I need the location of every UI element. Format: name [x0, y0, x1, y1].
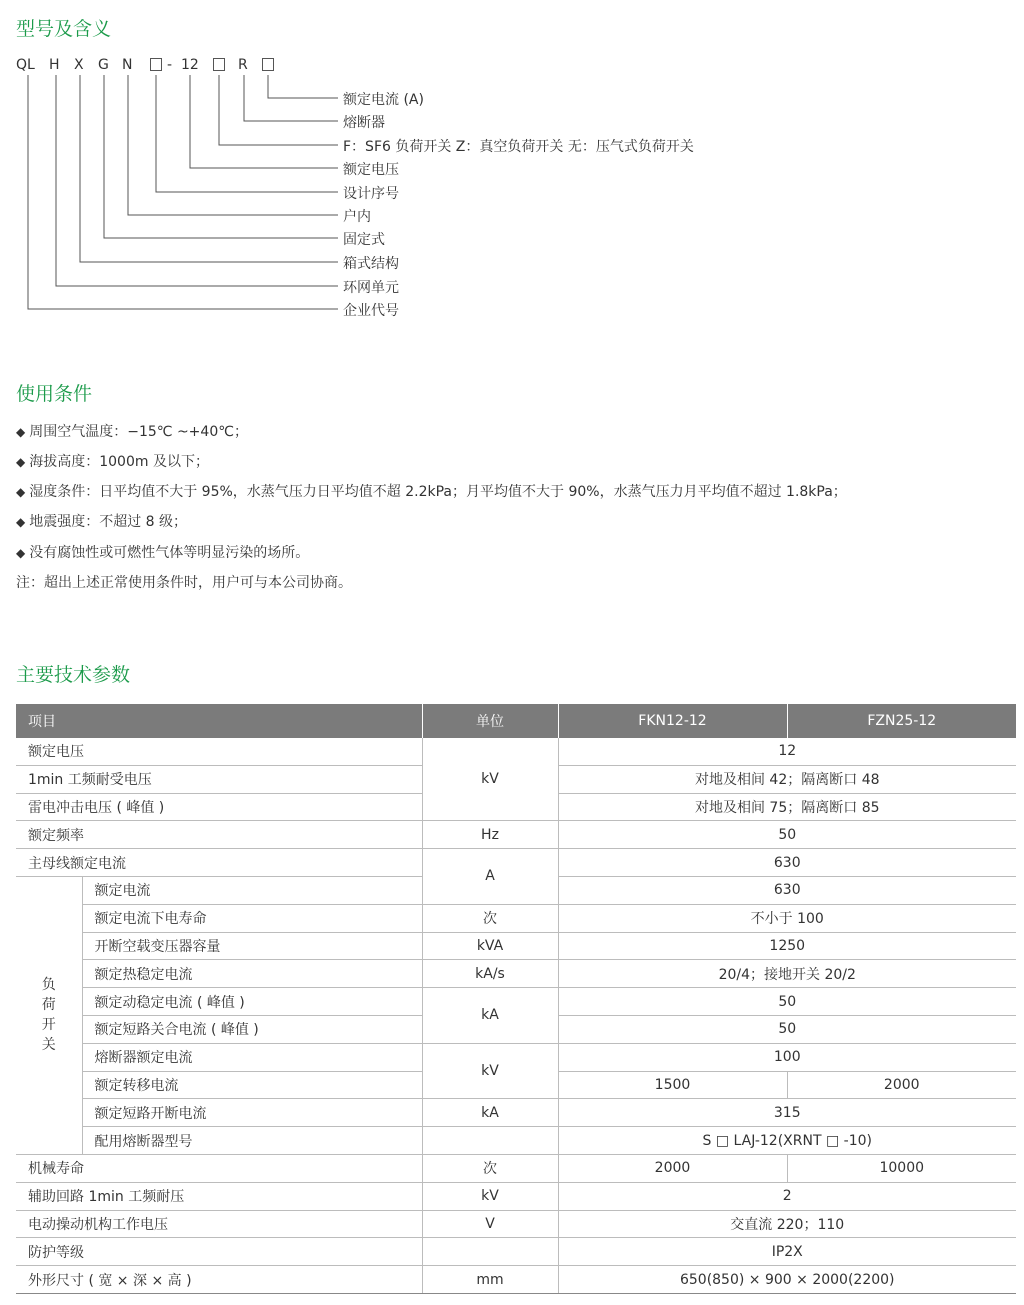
- legend-company-code: 企业代号: [343, 303, 399, 319]
- table-row: 额定短路开断电流 kA 315: [16, 1099, 1016, 1127]
- diamond-bullet-icon: ◆: [16, 485, 26, 499]
- table-row: 电动操动机构工作电压 V 交直流 220；110: [16, 1210, 1016, 1238]
- params-section-title: 主要技术参数: [16, 664, 131, 686]
- legend-indoor: 户内: [343, 209, 371, 225]
- legend-rated-voltage: 额定电压: [343, 162, 399, 178]
- table-row: 熔断器额定电流 kV 100: [16, 1043, 1016, 1071]
- table-row: 额定电压 kV 12: [16, 738, 1016, 765]
- table-row: 配用熔断器型号 S □ LAJ-12(XRNT □ -10): [16, 1127, 1016, 1155]
- header-item: 项目: [16, 704, 422, 738]
- condition-note: 注：超出上述正常使用条件时，用户可与本公司协商。: [16, 575, 352, 591]
- usage-section-title: 使用条件: [16, 383, 93, 405]
- table-row: 辅助回路 1min 工频耐压 kV 2: [16, 1182, 1016, 1210]
- header-unit: 单位: [422, 704, 558, 738]
- model-tree-lines: [0, 0, 1024, 330]
- code-12: 12: [181, 57, 199, 73]
- diamond-bullet-icon: ◆: [16, 546, 26, 560]
- code-dash: -: [167, 57, 173, 73]
- table-row: 外形尺寸 ( 宽 × 深 × 高 ) mm 650(850) × 900 × 2000(2200): [16, 1266, 1016, 1294]
- table-row: 额定短路关合电流 ( 峰值 ) 50: [16, 1015, 1016, 1043]
- table-row: 机械寿命 次 2000 10000: [16, 1154, 1016, 1182]
- table-row: 主母线额定电流 A 630: [16, 849, 1016, 877]
- legend-ring-unit: 环网单元: [343, 280, 399, 296]
- legend-design-no: 设计序号: [343, 186, 399, 202]
- table-row: 额定频率 Hz 50: [16, 821, 1016, 849]
- legend-box-structure: 箱式结构: [343, 256, 399, 272]
- code-ql: QL: [16, 57, 35, 73]
- code-r: R: [238, 57, 248, 73]
- table-row: 额定热稳定电流 kA/s 20/4；接地开关 20/2: [16, 960, 1016, 988]
- table-row: 开断空载变压器容量 kVA 1250: [16, 932, 1016, 960]
- header-fzn: FZN25-12: [787, 704, 1016, 738]
- diamond-bullet-icon: ◆: [16, 515, 26, 529]
- table-row: 负 荷 开 关 额定电流 630: [16, 876, 1016, 904]
- header-fkn: FKN12-12: [558, 704, 787, 738]
- condition-item: ◆ 海拔高度：1000m 及以下；: [16, 454, 209, 470]
- table-row: 防护等级 IP2X: [16, 1238, 1016, 1266]
- code-n: N: [122, 57, 133, 73]
- condition-item: ◆ 地震强度：不超过 8 级；: [16, 514, 188, 530]
- condition-item: ◆ 湿度条件：日平均值不大于 95%，水蒸气压力日平均值不超 2.2kPa；月平均值不大于 90%，水蒸气压力月平均值不超过 1.8kPa；: [16, 484, 847, 500]
- spec-table: [16, 704, 1016, 1294]
- diamond-bullet-icon: ◆: [16, 455, 26, 469]
- diamond-bullet-icon: ◆: [16, 425, 26, 439]
- code-x: X: [74, 57, 84, 73]
- code-g: G: [98, 57, 109, 73]
- code-h: H: [49, 57, 60, 73]
- model-section-title: 型号及含义: [16, 18, 112, 40]
- condition-item: ◆ 周围空气温度：−15℃ ~+40℃；: [16, 424, 248, 440]
- table-header-row: [16, 704, 1016, 738]
- table-row: 1min 工频耐受电压 对地及相间 42；隔离断口 48: [16, 765, 1016, 793]
- table-row: 雷电冲击电压 ( 峰值 ) 对地及相间 75；隔离断口 85: [16, 793, 1016, 821]
- legend-rated-current: 额定电流 (A): [343, 92, 424, 108]
- legend-fixed: 固定式: [343, 232, 385, 248]
- table-row: 额定转移电流 1500 2000: [16, 1071, 1016, 1099]
- legend-fuse: 熔断器: [343, 115, 385, 131]
- load-switch-group-label: 负 荷 开 关: [16, 876, 82, 1154]
- table-row: 额定电流下电寿命 次 不小于 100: [16, 904, 1016, 932]
- condition-item: ◆ 没有腐蚀性或可燃性气体等明显污染的场所。: [16, 545, 310, 561]
- table-row: 额定动稳定电流 ( 峰值 ) kA 50: [16, 988, 1016, 1016]
- legend-switch-type: F：SF6 负荷开关 Z：真空负荷开关 无：压气式负荷开关: [343, 139, 694, 155]
